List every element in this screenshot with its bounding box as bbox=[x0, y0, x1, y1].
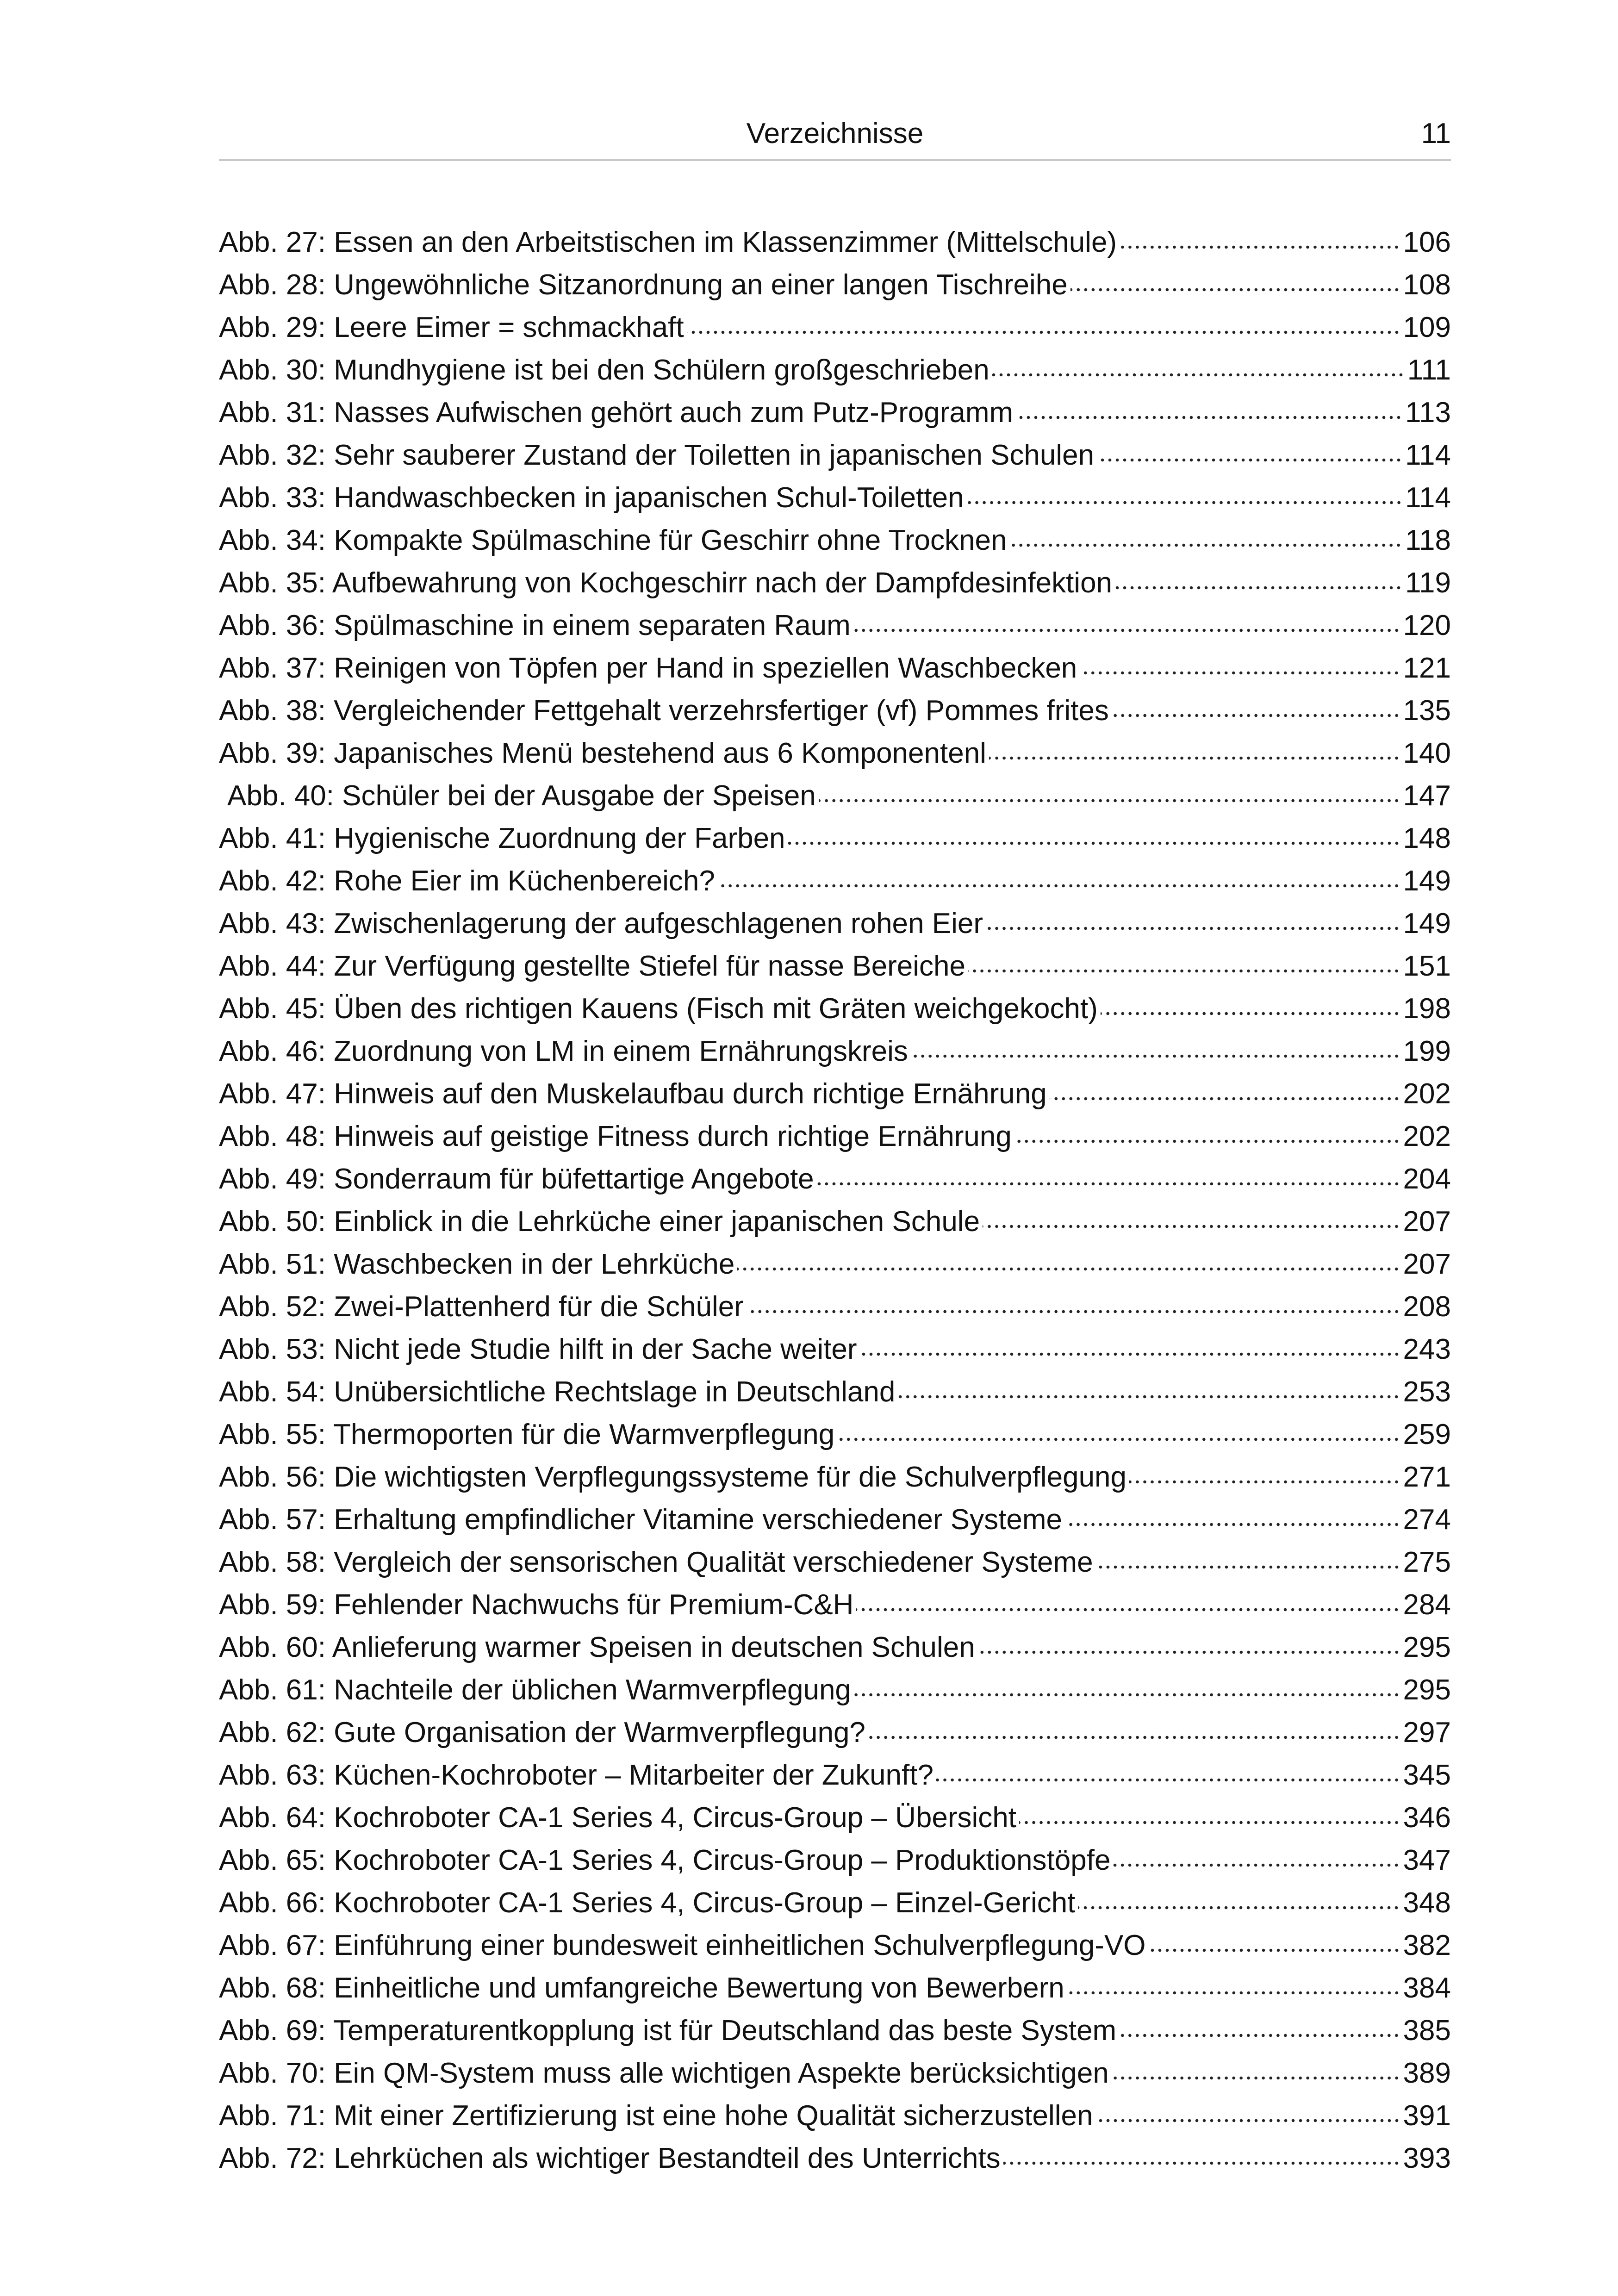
toc-entry bbox=[219, 1499, 1451, 1541]
toc-entry bbox=[219, 1711, 1451, 1754]
toc-entry bbox=[219, 1115, 1451, 1158]
toc-entry-label: Abb. 68: Einheitliche und umfangreiche Bewertung von Bewerbern bbox=[219, 1972, 1064, 2004]
dot-leader bbox=[1113, 1862, 1400, 1868]
toc-entry-label: Abb. 65: Kochroboter CA-1 Series 4, Circus-Group – Produktionstöpfe bbox=[219, 1844, 1111, 1876]
toc-entry-page: 271 bbox=[1403, 1461, 1451, 1493]
toc-entry bbox=[219, 349, 1451, 392]
toc-entry-label: Abb. 42: Rohe Eier im Küchenbereich? bbox=[219, 865, 715, 897]
toc-entry-label: Abb. 64: Kochroboter CA-1 Series 4, Circus-Group – Übersicht bbox=[219, 1802, 1016, 1834]
toc-entry-page: 106 bbox=[1403, 226, 1451, 258]
toc-entry-label: Abb. 56: Die wichtigsten Verpflegungssysteme für die Schulverpflegung bbox=[219, 1461, 1127, 1493]
dot-leader bbox=[1019, 1820, 1400, 1825]
toc-entry-label: Abb. 46: Zuordnung von LM in einem Ernährungskreis bbox=[219, 1035, 908, 1067]
dot-leader bbox=[687, 330, 1400, 335]
dot-leader bbox=[737, 1266, 1400, 1272]
toc-entry-label: Abb. 57: Erhaltung empfindlicher Vitamine verschiedener Systeme bbox=[219, 1504, 1062, 1536]
toc-entry bbox=[219, 1626, 1451, 1669]
dot-leader bbox=[1120, 244, 1400, 250]
toc-entry-page: 119 bbox=[1405, 567, 1451, 599]
toc-entry-page: 385 bbox=[1403, 2015, 1451, 2047]
toc-entry-label: Abb. 44: Zur Verfügung gestellte Stiefel für nasse Bereiche bbox=[219, 950, 965, 982]
toc-entry bbox=[219, 434, 1451, 477]
toc-entry-page: 391 bbox=[1403, 2100, 1451, 2132]
toc-entry-page: 148 bbox=[1403, 822, 1451, 854]
toc-entry-label: Abb. 45: Üben des richtigen Kauens (Fisch mit Gräten weichgekocht) bbox=[219, 993, 1098, 1025]
toc-entry-label: Abb. 36: Spülmaschine in einem separaten Raum bbox=[219, 610, 851, 641]
toc-entry-label: Abb. 27: Essen an den Arbeitstischen im Klassenzimmer (Mittelschule) bbox=[219, 226, 1117, 258]
toc-entry bbox=[219, 1456, 1451, 1499]
dot-leader bbox=[868, 1735, 1400, 1740]
toc-entry-page: 346 bbox=[1403, 1802, 1451, 1834]
dot-leader bbox=[1067, 1990, 1400, 1996]
dot-leader bbox=[817, 1181, 1400, 1187]
toc-entry-page: 274 bbox=[1403, 1504, 1451, 1536]
toc-entry-label: Abb. 33: Handwaschbecken in japanischen Schul-Toiletten bbox=[219, 482, 964, 514]
dot-leader bbox=[986, 926, 1400, 931]
dot-leader bbox=[856, 1607, 1400, 1612]
dot-leader bbox=[1112, 2075, 1400, 2081]
toc-entry-page: 140 bbox=[1403, 737, 1451, 769]
header-title: Verzeichnisse bbox=[746, 118, 924, 149]
toc-entry-label: Abb. 31: Nasses Aufwischen gehört auch zum Putz-Programm bbox=[219, 397, 1014, 429]
toc-entry-page: 118 bbox=[1405, 524, 1451, 556]
toc-entry-label: Abb. 34: Kompakte Spülmaschine für Geschirr ohne Trocknen bbox=[219, 524, 1007, 556]
dot-leader bbox=[837, 1437, 1400, 1442]
toc-entry bbox=[219, 1158, 1451, 1201]
toc-entry bbox=[219, 1286, 1451, 1328]
toc-entry-label: Abb. 53: Nicht jede Studie hilft in der Sache weiter bbox=[219, 1333, 857, 1365]
toc-entry-page: 348 bbox=[1403, 1887, 1451, 1919]
dot-leader bbox=[819, 798, 1400, 803]
toc-entry bbox=[219, 221, 1451, 264]
toc-entry-page: 384 bbox=[1403, 1972, 1451, 2004]
toc-entry-page: 149 bbox=[1403, 865, 1451, 897]
toc-entry-label: Abb. 69: Temperaturentkopplung ist für Deutschland das beste System bbox=[219, 2015, 1117, 2047]
running-header bbox=[219, 110, 1451, 161]
toc-entry bbox=[219, 2010, 1451, 2052]
dot-leader bbox=[911, 1053, 1400, 1059]
toc-entry-page: 120 bbox=[1403, 610, 1451, 641]
toc-entry-label: Abb. 41: Hygienische Zuordnung der Farben bbox=[219, 822, 785, 854]
toc-entry bbox=[219, 2052, 1451, 2095]
toc-entry-label: Abb. 30: Mundhygiene ist bei den Schülern großgeschrieben bbox=[219, 354, 989, 386]
toc-entry-page: 259 bbox=[1403, 1419, 1451, 1450]
dot-leader bbox=[1097, 457, 1402, 463]
toc-entry-label: Abb. 70: Ein QM-System muss alle wichtigen Aspekte berücksichtigen bbox=[219, 2057, 1109, 2089]
toc-entry bbox=[219, 690, 1451, 732]
toc-entry bbox=[219, 1754, 1451, 1797]
toc-entry bbox=[219, 1882, 1451, 1924]
toc-entry bbox=[219, 817, 1451, 860]
page-number: 11 bbox=[1421, 118, 1451, 149]
toc-entry bbox=[219, 1584, 1451, 1626]
toc-entry bbox=[219, 306, 1451, 349]
dot-leader bbox=[1065, 1522, 1400, 1527]
dot-leader bbox=[1115, 585, 1402, 591]
dot-leader bbox=[978, 1649, 1400, 1655]
dot-leader bbox=[853, 628, 1400, 633]
toc-entry bbox=[219, 1328, 1451, 1371]
toc-entry-page: 253 bbox=[1403, 1376, 1451, 1408]
toc-entry-page: 204 bbox=[1403, 1163, 1451, 1195]
dot-leader bbox=[992, 372, 1405, 378]
toc-entry-page: 295 bbox=[1403, 1674, 1451, 1706]
toc-entry-page: 284 bbox=[1403, 1589, 1451, 1621]
toc-entry bbox=[219, 1243, 1451, 1286]
toc-entry-label: Abb. 54: Unübersichtliche Rechtslage in Deutschland bbox=[219, 1376, 896, 1408]
toc-entry bbox=[219, 1967, 1451, 2010]
toc-entry-label: Abb. 32: Sehr sauberer Zustand der Toiletten in japanischen Schulen bbox=[219, 439, 1095, 471]
dot-leader bbox=[1070, 287, 1400, 292]
toc-entry-label: Abb. 55: Thermoporten für die Warmverpflegung bbox=[219, 1419, 835, 1450]
toc-entry bbox=[219, 477, 1451, 519]
toc-entry-page: 347 bbox=[1403, 1844, 1451, 1876]
toc-entry bbox=[219, 562, 1451, 604]
dot-leader bbox=[1003, 2160, 1400, 2166]
toc-entry bbox=[219, 392, 1451, 434]
dot-leader bbox=[1149, 1948, 1400, 1953]
toc-entry bbox=[219, 1413, 1451, 1456]
dot-leader bbox=[1080, 670, 1400, 676]
toc-entry-page: 114 bbox=[1405, 482, 1451, 514]
toc-entry-page: 199 bbox=[1403, 1035, 1451, 1067]
toc-entry-page: 389 bbox=[1403, 2057, 1451, 2089]
toc-entry bbox=[219, 1797, 1451, 1839]
toc-entry bbox=[219, 1371, 1451, 1413]
toc-entry-page: 151 bbox=[1403, 950, 1451, 982]
toc-entry-page: 382 bbox=[1403, 1929, 1451, 1961]
toc-entry bbox=[219, 647, 1451, 690]
toc-entry-label: Abb. 60: Anlieferung warmer Speisen in deutschen Schulen bbox=[219, 1631, 975, 1663]
toc-entry-page: 243 bbox=[1403, 1333, 1451, 1365]
toc-entry-label: Abb. 72: Lehrküchen als wichtiger Bestandteil des Unterrichts bbox=[219, 2142, 1001, 2174]
dot-leader bbox=[1101, 1011, 1400, 1016]
dot-leader bbox=[854, 1692, 1400, 1698]
dot-leader bbox=[1016, 415, 1402, 420]
dot-leader bbox=[1112, 713, 1400, 718]
toc-entry-page: 393 bbox=[1403, 2142, 1451, 2174]
toc-entry-page: 198 bbox=[1403, 993, 1451, 1025]
toc-entry-label: Abb. 50: Einblick in die Lehrküche einer japanischen Schule bbox=[219, 1206, 980, 1238]
toc-entry-label: Abb. 38: Vergleichender Fettgehalt verzehrsfertiger (vf) Pommes frites bbox=[219, 695, 1109, 727]
toc-entry-label: Abb. 71: Mit einer Zertifizierung ist eine hohe Qualität sicherzustellen bbox=[219, 2100, 1093, 2132]
toc-entry bbox=[219, 945, 1451, 988]
dot-leader bbox=[898, 1394, 1400, 1400]
toc-entry-page: 108 bbox=[1403, 269, 1451, 301]
toc-entry bbox=[219, 2095, 1451, 2137]
dot-leader bbox=[860, 1351, 1400, 1357]
toc-entry-page: 149 bbox=[1403, 908, 1451, 940]
dot-leader bbox=[967, 500, 1403, 505]
toc-entry bbox=[219, 1201, 1451, 1243]
dot-leader bbox=[1078, 1905, 1400, 1910]
toc-entry-label: Abb. 58: Vergleich der sensorischen Qualität verschiedener Systeme bbox=[219, 1546, 1093, 1578]
dot-leader bbox=[747, 1309, 1400, 1314]
toc-entry bbox=[219, 1541, 1451, 1584]
toc-entry bbox=[219, 604, 1451, 647]
toc-entry-page: 113 bbox=[1405, 397, 1451, 429]
toc-entry-page: 109 bbox=[1403, 311, 1451, 343]
dot-leader bbox=[1009, 542, 1402, 548]
toc-entry bbox=[219, 860, 1451, 902]
toc-entry-label: Abb. 28: Ungewöhnliche Sitzanordnung an einer langen Tischreihe bbox=[219, 269, 1068, 301]
toc-entry-label: Abb. 63: Küchen-Kochroboter – Mitarbeiter der Zukunft? bbox=[219, 1759, 933, 1791]
toc-entry bbox=[219, 264, 1451, 306]
toc-entry-label: Abb. 66: Kochroboter CA-1 Series 4, Circus-Group – Einzel-Gericht bbox=[219, 1887, 1076, 1919]
toc-entry-label: Abb. 61: Nachteile der üblichen Warmverpflegung bbox=[219, 1674, 851, 1706]
toc-entry-page: 135 bbox=[1403, 695, 1451, 727]
toc-entry-label: Abb. 51: Waschbecken in der Lehrküche bbox=[219, 1248, 735, 1280]
dot-leader bbox=[989, 755, 1400, 761]
toc-entry-label: Abb. 47: Hinweis auf den Muskelaufbau durch richtige Ernährung bbox=[219, 1078, 1047, 1110]
toc-entry bbox=[219, 988, 1451, 1030]
dot-leader bbox=[1096, 1564, 1400, 1570]
dot-leader bbox=[936, 1777, 1400, 1783]
toc-entry-page: 111 bbox=[1407, 354, 1451, 386]
toc-entry-label: Abb. 39: Japanisches Menü bestehend aus 6 Komponentenl bbox=[219, 737, 986, 769]
toc-entry-label: Abb. 43: Zwischenlagerung der aufgeschlagenen rohen Eier bbox=[219, 908, 983, 940]
toc-entry bbox=[219, 732, 1451, 775]
toc-entry-page: 345 bbox=[1403, 1759, 1451, 1791]
dot-leader bbox=[718, 883, 1400, 889]
toc-entry-page: 207 bbox=[1403, 1248, 1451, 1280]
toc-entry bbox=[219, 2137, 1451, 2180]
toc-entry bbox=[219, 1073, 1451, 1115]
toc-entry-page: 208 bbox=[1403, 1291, 1451, 1323]
toc-entry-page: 114 bbox=[1405, 439, 1451, 471]
toc-entry-page: 202 bbox=[1403, 1120, 1451, 1152]
toc-entry bbox=[219, 1924, 1451, 1967]
toc-entry bbox=[219, 902, 1451, 945]
dot-leader bbox=[968, 968, 1400, 974]
toc-entry-page: 202 bbox=[1403, 1078, 1451, 1110]
toc-entry-label: Abb. 67: Einführung einer bundesweit einheitlichen Schulverpflegung-VO bbox=[219, 1929, 1146, 1961]
toc-entry-page: 275 bbox=[1403, 1546, 1451, 1578]
dot-leader bbox=[1014, 1139, 1400, 1144]
toc-entry bbox=[219, 519, 1451, 562]
toc-entry-label: Abb. 59: Fehlender Nachwuchs für Premium-C&H bbox=[219, 1589, 854, 1621]
toc-entry-label: Abb. 35: Aufbewahrung von Kochgeschirr nach der Dampfdesinfektion bbox=[219, 567, 1113, 599]
toc-entry-label: Abb. 37: Reinigen von Töpfen per Hand in speziellen Waschbecken bbox=[219, 652, 1077, 684]
toc-entry bbox=[219, 1839, 1451, 1882]
toc-entry-page: 147 bbox=[1403, 780, 1451, 812]
toc-entry-label: Abb. 40: Schüler bei der Ausgabe der Speisen bbox=[227, 780, 816, 812]
dot-leader bbox=[1129, 1479, 1400, 1485]
toc-entry-label: Abb. 48: Hinweis auf geistige Fitness durch richtige Ernährung bbox=[219, 1120, 1012, 1152]
toc-entry-label: Abb. 62: Gute Organisation der Warmverpflegung? bbox=[219, 1717, 865, 1748]
toc-entry bbox=[219, 1030, 1451, 1073]
toc-entry-page: 121 bbox=[1403, 652, 1451, 684]
toc-entry-page: 295 bbox=[1403, 1631, 1451, 1663]
dot-leader bbox=[1050, 1096, 1400, 1101]
toc-entry-page: 207 bbox=[1403, 1206, 1451, 1238]
toc-entry bbox=[219, 1669, 1451, 1711]
toc-entry-label: Abb. 52: Zwei-Plattenherd für die Schüler bbox=[219, 1291, 744, 1323]
list-of-figures bbox=[219, 221, 1451, 2180]
toc-entry-page: 297 bbox=[1403, 1717, 1451, 1748]
dot-leader bbox=[1119, 2033, 1400, 2038]
dot-leader bbox=[1096, 2118, 1400, 2123]
toc-entry bbox=[219, 775, 1451, 817]
toc-entry-label: Abb. 29: Leere Eimer = schmackhaft bbox=[219, 311, 684, 343]
dot-leader bbox=[983, 1224, 1400, 1229]
dot-leader bbox=[788, 840, 1400, 846]
toc-entry-label: Abb. 49: Sonderraum für büfettartige Angebote bbox=[219, 1163, 814, 1195]
